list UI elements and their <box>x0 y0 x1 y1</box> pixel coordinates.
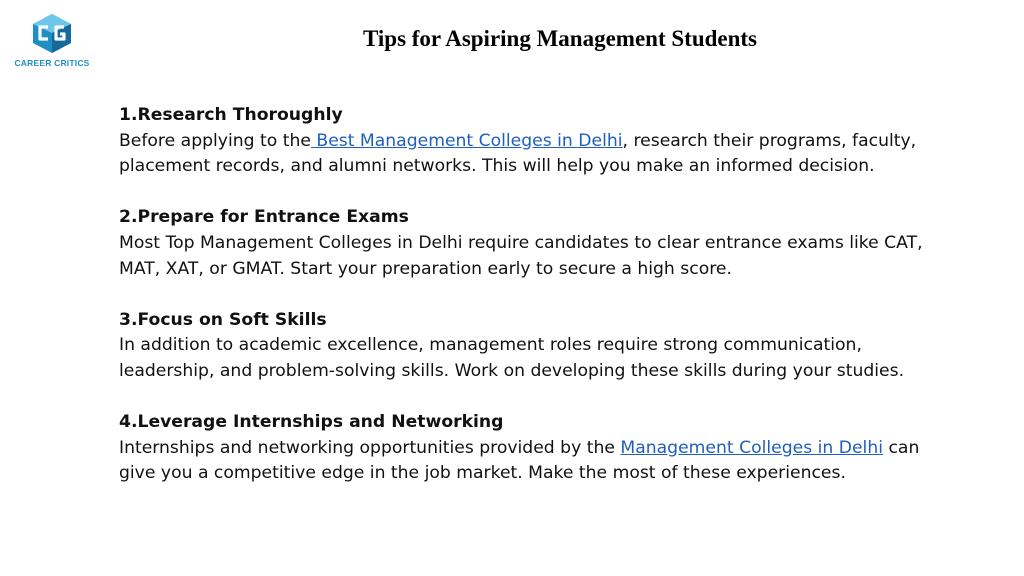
tip-heading: 4.Leverage Internships and Networking <box>119 412 504 433</box>
best-management-colleges-link[interactable]: Best Management Colleges in Delhi <box>310 130 623 151</box>
management-colleges-link[interactable]: Management Colleges in Delhi <box>620 437 884 458</box>
tip-section-soft-skills <box>119 308 949 385</box>
tip-body <box>119 436 949 487</box>
tip-heading: 3.Focus on Soft Skills <box>119 309 327 330</box>
tip-heading: 1.Research Thoroughly <box>119 105 343 125</box>
tip-section-research <box>119 103 949 180</box>
tip-body <box>119 129 949 180</box>
tip-text: can give you a competitive edge in the job market. Make the most of these experiences. <box>119 437 920 484</box>
tip-text: Before applying to the <box>119 130 311 151</box>
career-critics-logo-icon <box>30 12 74 54</box>
tip-body: In addition to academic excellence, management roles require strong communication, leadership, and problem-solving skills. Work on developing these skills during your studies. <box>119 335 905 381</box>
brand-logo <box>12 12 92 70</box>
tip-section-internships <box>119 410 949 487</box>
tip-text: , research their programs, faculty, placement records, and alumni networks. This will help you make an informed decision. <box>119 130 917 177</box>
brand-name: CAREER CRITICS <box>14 58 90 68</box>
tip-section-entrance-exams <box>119 205 949 282</box>
tip-body: Most Top Management Colleges in Delhi require candidates to clear entrance exams like CAT, MAT, XAT, or GMAT. Start your preparation early to secure a high score. <box>119 232 923 279</box>
tip-text: Internships and networking opportunities provided by the <box>119 437 621 458</box>
page-title: Tips for Aspiring Management Students <box>362 26 758 51</box>
tips-content <box>119 103 949 513</box>
tip-heading: 2.Prepare for Entrance Exams <box>119 207 409 228</box>
